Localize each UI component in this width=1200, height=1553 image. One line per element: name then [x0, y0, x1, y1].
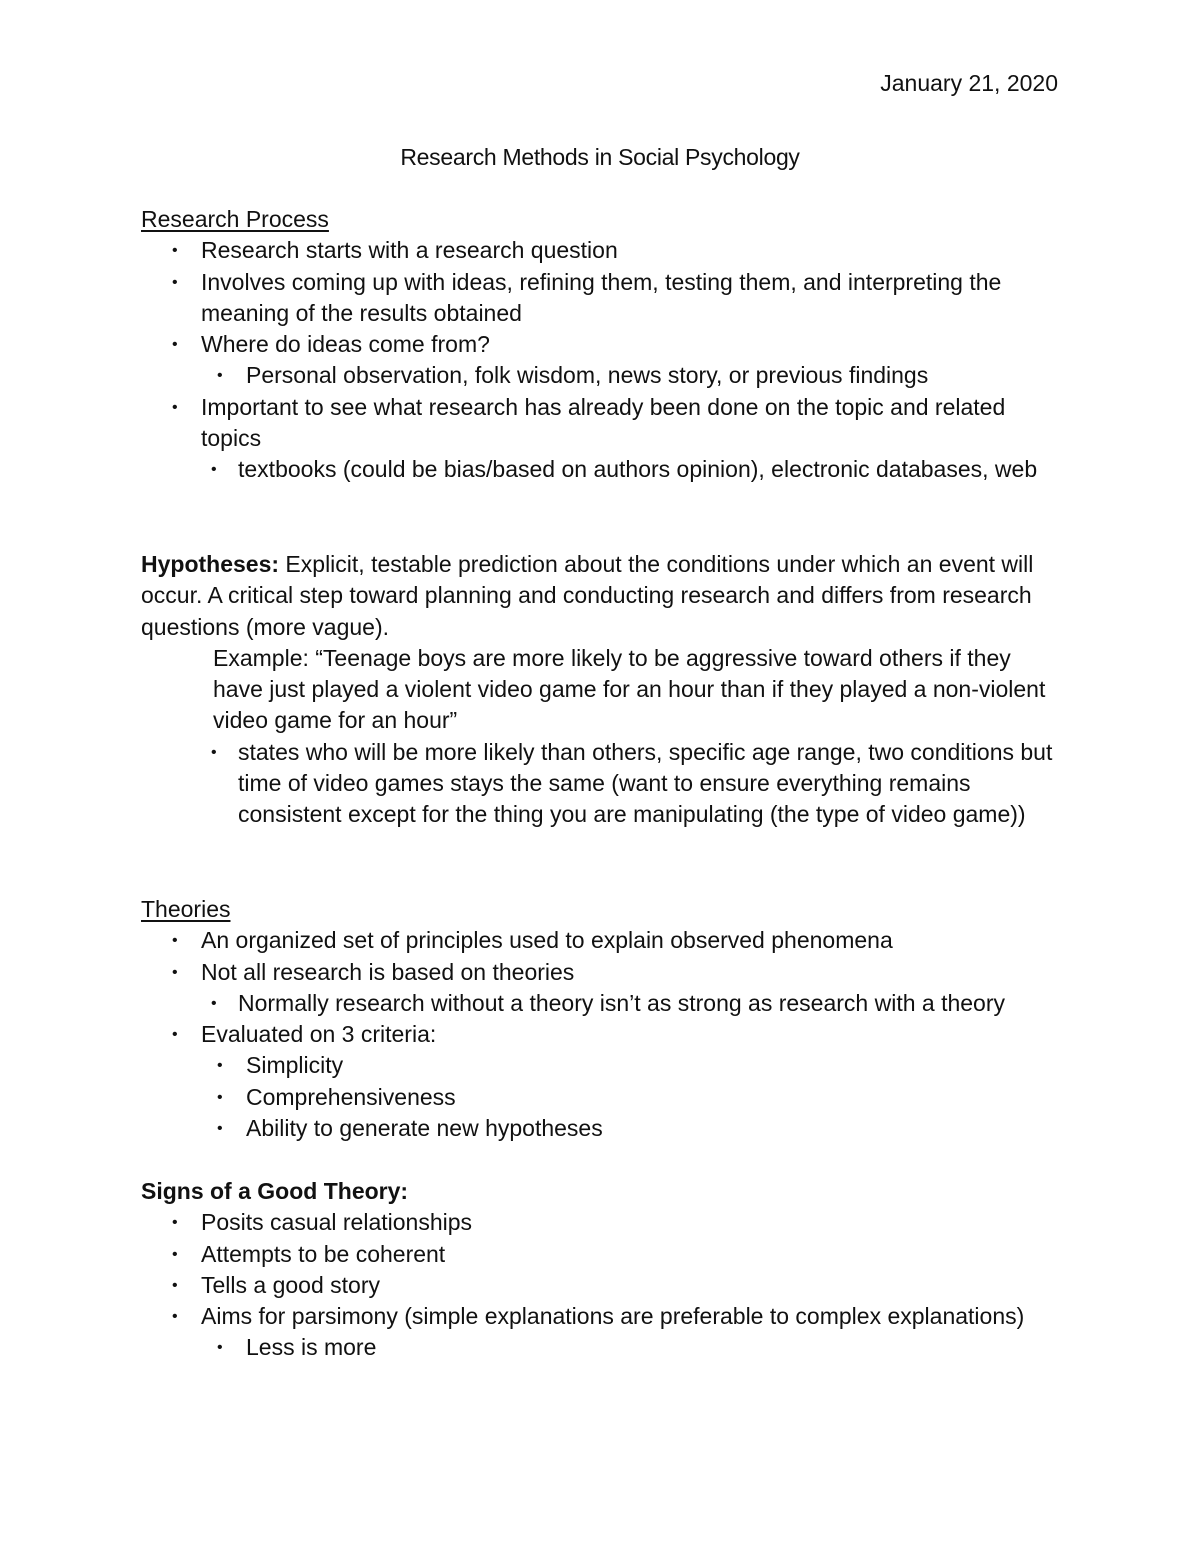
document-date: January 21, 2020 [880, 70, 1058, 96]
list-item: • Evaluated on 3 criteria: [141, 1019, 1061, 1050]
sub-list-item: • Comprehensiveness [141, 1082, 1061, 1113]
hypotheses-paragraph [141, 549, 1051, 643]
list-item: • Research starts with a research question [141, 235, 1061, 266]
theories-list [141, 925, 1061, 1144]
list-item: • Tells a good story [141, 1270, 1061, 1301]
hypotheses-label: Hypotheses: [141, 551, 280, 577]
list-item: • Attempts to be coherent [141, 1239, 1061, 1270]
sub-list-item: • Normally research without a theory isn’t as strong as research with a theory [141, 988, 1061, 1019]
list-item: • Not all research is based on theories [141, 957, 1061, 988]
good-theory-heading: Signs of a Good Theory: [141, 1178, 409, 1204]
sub-list-item: • Ability to generate new hypotheses [141, 1113, 1061, 1144]
research-process-list [141, 235, 1061, 485]
sub-list-item: • textbooks (could be bias/based on authors opinion), electronic databases, web [141, 454, 1061, 485]
sub-list-item: • Personal observation, folk wisdom, news story, or previous findings [141, 360, 1061, 391]
list-item: • Involves coming up with ideas, refining them, testing them, and interpreting the meaning of the results obtained [141, 267, 1061, 330]
theories-section [141, 894, 1061, 1144]
list-item: • Where do ideas come from? [141, 329, 1061, 360]
theories-heading: Theories [141, 896, 231, 922]
sub-list-item: • Simplicity [141, 1050, 1061, 1081]
list-item: • Important to see what research has already been done on the topic and related topics [141, 392, 1061, 455]
good-theory-list [141, 1207, 1061, 1363]
hypotheses-section [141, 549, 1061, 831]
hypotheses-example: Example: “Teenage boys are more likely to be aggressive toward others if they have just played a violent video game for an hour than if they played a non-violent video game for an hour” [213, 644, 1046, 734]
sub-list-item: • Less is more [141, 1332, 1061, 1363]
research-process-section [141, 204, 1061, 486]
list-item: • Aims for parsimony (simple explanations are preferable to complex explanations) [141, 1301, 1061, 1332]
list-item: • An organized set of principles used to explain observed phenomena [141, 925, 1061, 956]
hypotheses-example-list [141, 737, 1061, 831]
sub-list-item: • states who will be more likely than others, specific age range, two conditions but time of video games stays the same (want to ensure everything remains consistent except for the thing you are manipulating (the type of video game)) [141, 737, 1061, 831]
document-title: Research Methods in Social Psychology [400, 144, 800, 170]
list-item: • Posits casual relationships [141, 1207, 1061, 1238]
research-process-heading: Research Process [141, 206, 329, 232]
good-theory-section [141, 1176, 1061, 1364]
hypotheses-definition: Explicit, testable prediction about the conditions under which an event will occur. A critical step toward planning and conducting research and differs from research questions (more vague). [141, 551, 1034, 640]
